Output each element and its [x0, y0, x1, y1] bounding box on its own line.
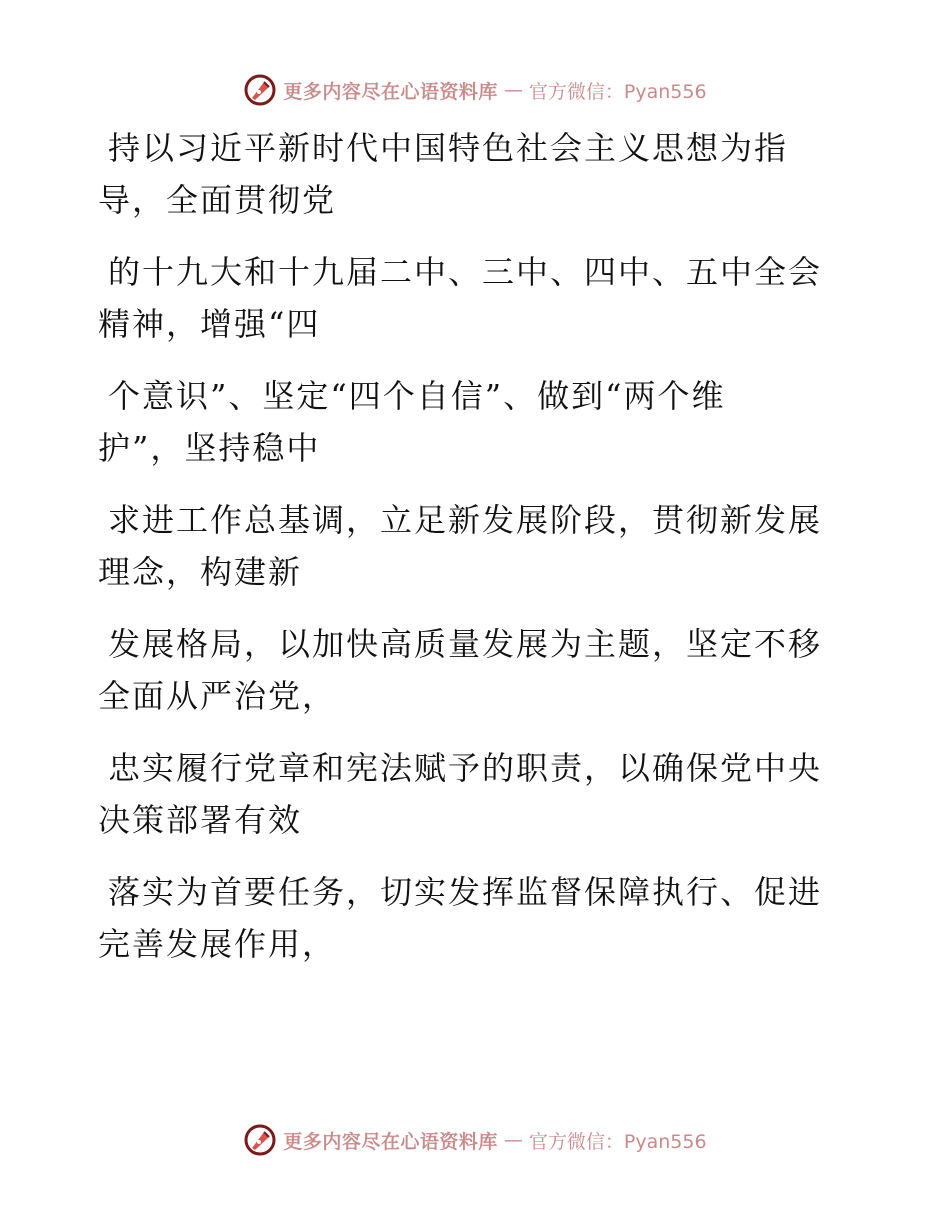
paragraph: [98, 618, 838, 722]
paragraph-line: 持以习近平新时代中国特色社会主义思想为指: [108, 129, 789, 167]
paragraph-line: 求进工作总基调，立足新发展阶段，贯彻新发展: [108, 501, 823, 539]
paragraph: [98, 742, 838, 846]
paragraph: [98, 122, 838, 226]
paragraph-line: 完善发展作用，: [98, 925, 337, 963]
paragraph: [98, 246, 838, 350]
footer-separator: —: [503, 1129, 523, 1151]
pen-nib-logo-icon: [243, 73, 277, 107]
paragraph-line: 忠实履行党章和宪法赋予的职责，以确保党中央: [108, 749, 823, 787]
paragraph-line: 发展格局，以加快高质量发展为主题，坚定不移: [108, 625, 823, 663]
paragraph-line: 的十九大和十九届二中、三中、四中、五中全会: [108, 253, 823, 291]
paragraph: [98, 494, 838, 598]
footer-wechat-text: 官方微信：Pyan556: [528, 1130, 707, 1153]
paragraph-line: 落实为首要任务，切实发挥监督保障执行、促进: [108, 873, 823, 911]
header-site-text: 更多内容尽在心语资料库: [283, 80, 498, 103]
header-banner-content: [243, 73, 706, 107]
paragraph-line: 个意识”、坚定“四个自信”、做到“两个维: [108, 377, 726, 415]
paragraph: [98, 866, 838, 970]
header-separator: —: [503, 79, 523, 101]
paragraph-line: 全面从严治党，: [98, 677, 337, 715]
paragraph-line: 决策部署有效: [98, 801, 303, 839]
paragraph: [98, 370, 838, 474]
footer-banner: [0, 1120, 950, 1160]
paragraph-line: 护”，坚持稳中: [98, 429, 321, 467]
header-wechat-text: 官方微信：Pyan556: [528, 80, 707, 103]
pen-nib-logo-icon: [243, 1123, 277, 1157]
footer-banner-content: [243, 1123, 706, 1157]
header-banner: [0, 70, 950, 110]
paragraph-line: 导，全面贯彻党: [98, 181, 337, 219]
document-body: [98, 122, 838, 990]
paragraph-line: 精神，增强“四: [98, 305, 321, 343]
paragraph-line: 理念，构建新: [98, 553, 303, 591]
footer-site-text: 更多内容尽在心语资料库: [283, 1130, 498, 1153]
